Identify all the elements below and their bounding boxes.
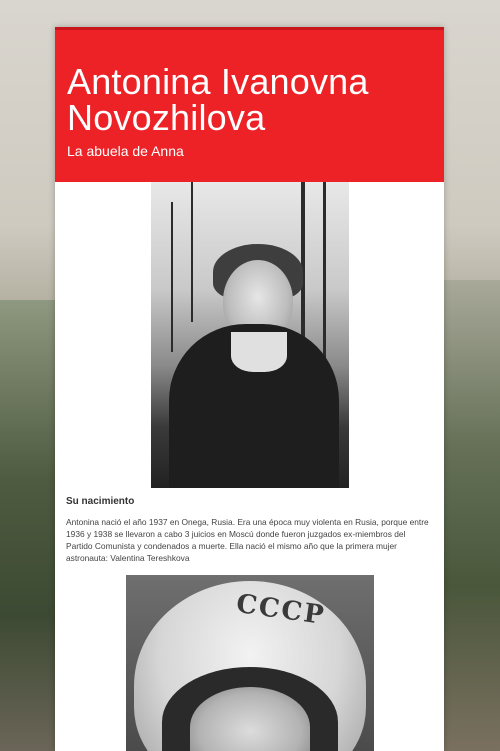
- background-mountain-left: [0, 300, 60, 751]
- page-subtitle: La abuela de Anna: [67, 143, 184, 159]
- newsletter-card: [55, 27, 444, 751]
- page-title: Antonina Ivanovna Novozhilova: [67, 61, 369, 138]
- birth-section: [55, 488, 444, 564]
- portrait-photo: [151, 182, 349, 488]
- background-mountain-right: [440, 280, 500, 751]
- header-banner: [55, 27, 444, 182]
- section-heading: Su nacimiento: [66, 496, 135, 507]
- helmet-lettering: СССР: [233, 588, 327, 632]
- astronaut-photo: [126, 575, 374, 751]
- section-text: Antonina nació el año 1937 en Onega, Rusia. Era una época muy violenta en Rusia, porque entre 1936 y 1938 se llevaron a cabo 3 juicios en Moscú donde fueron juzgados ex-miembros del Partido Comunista y condenados a muerte. Ella nació el mismo año que la primera mujer astronauta: Valentina Tereshkova: [66, 517, 429, 563]
